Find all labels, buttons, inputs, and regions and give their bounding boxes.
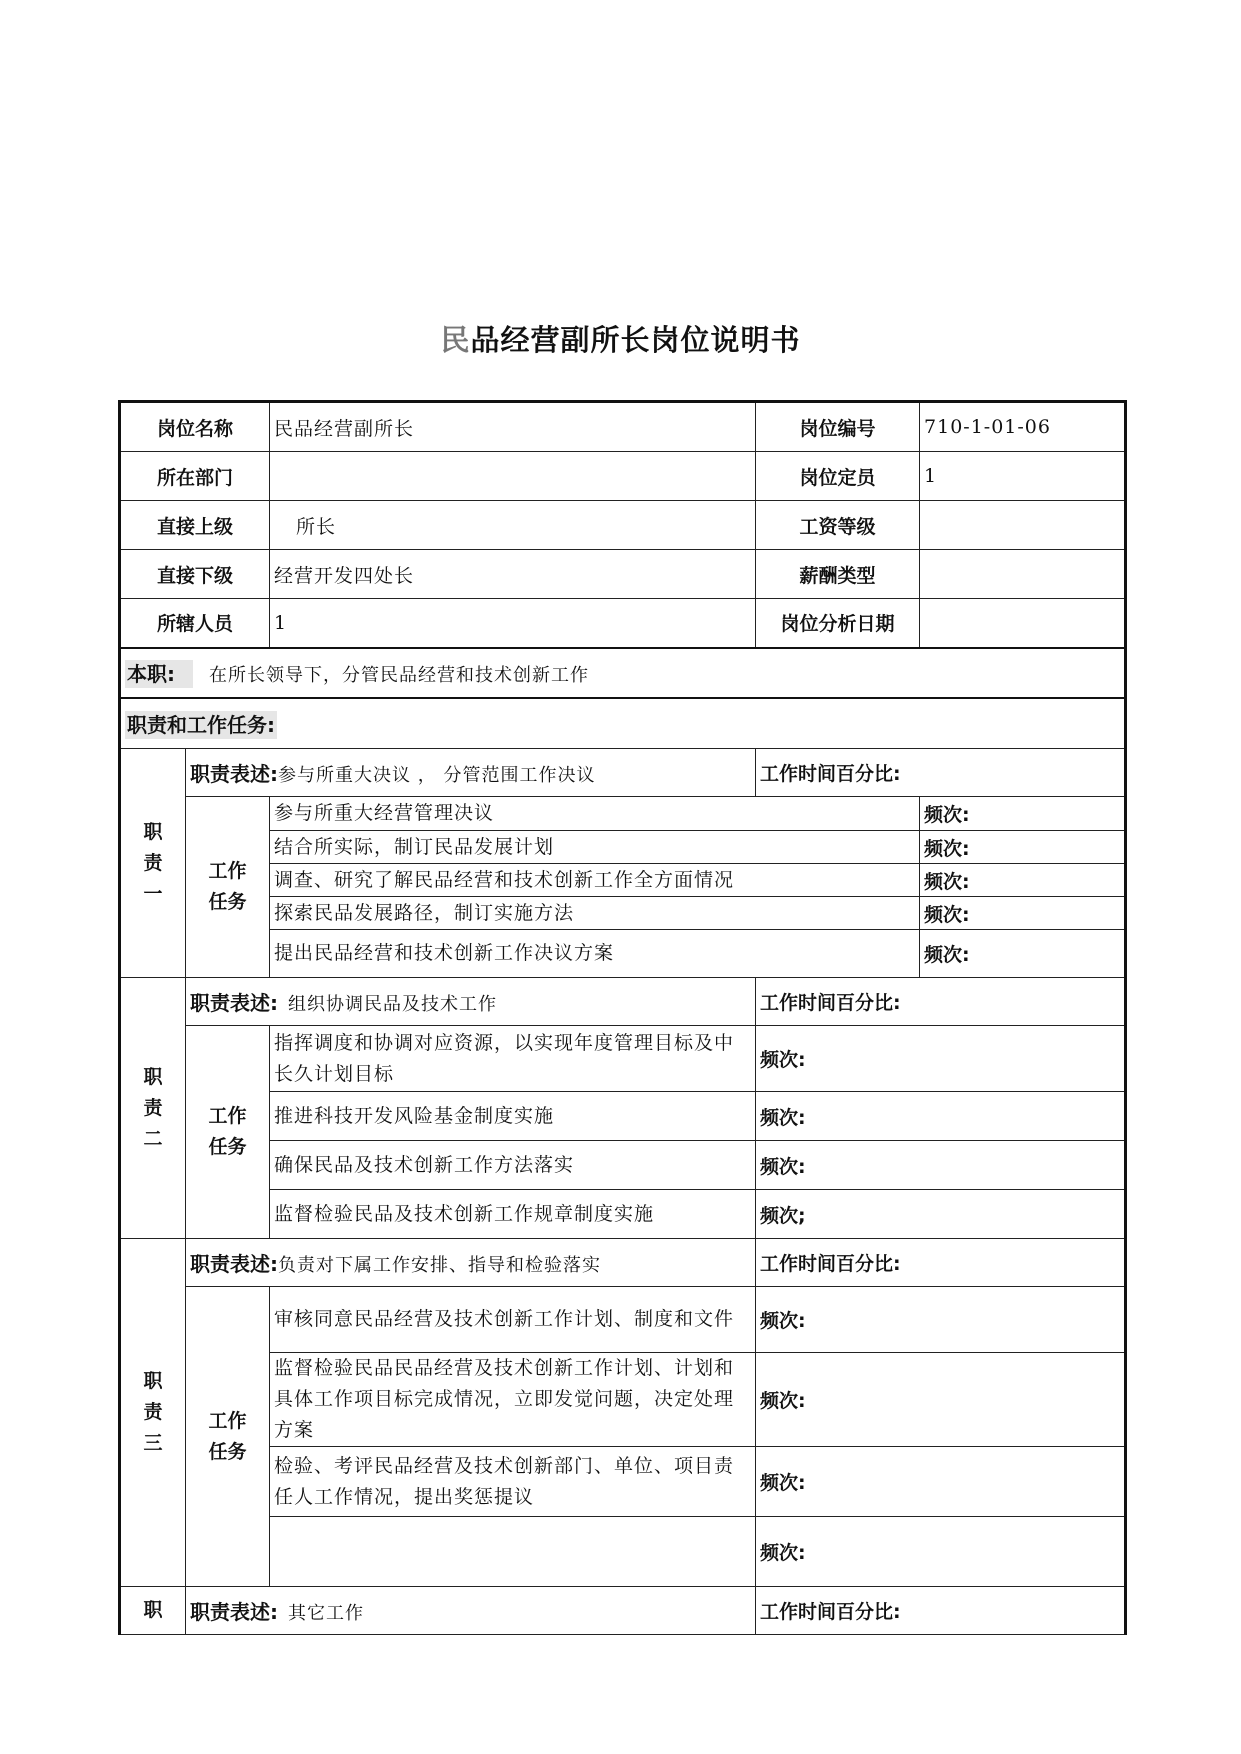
task-text: 探索民品发展路径，制订实施方法 [270,897,920,930]
task-freq: 频次: [920,864,1126,897]
duty-3-task-label [186,1287,270,1587]
dept-label: 所在部门 [120,452,270,501]
task-row [120,1190,1126,1239]
subordinate-label: 直接下级 [120,550,270,599]
info-row [120,550,1126,599]
duty-desc-row [120,978,1126,1026]
superior-label: 直接上级 [120,501,270,550]
task-label-line: 工作 [208,1409,247,1432]
duty-name-char: 职 [143,1599,163,1621]
duty-1-time-label: 工作时间百分比: [756,749,1126,797]
duty-name-char: 职 [143,1065,163,1088]
task-row [120,864,1126,897]
desc-label: 职责表述: [190,991,278,1015]
task-freq: 频次: [920,831,1126,864]
task-text: 指挥调度和协调对应资源，以实现年度管理目标及中长久计划目标 [270,1026,756,1092]
duty-2-time-label: 工作时间百分比: [756,978,1126,1026]
desc-value: 其它工作 [288,1603,364,1624]
task-text [270,1517,756,1587]
task-freq: 频次; [756,1190,1126,1239]
task-row [120,1353,1126,1447]
duty-summary [120,648,1126,698]
task-row [120,831,1126,864]
salary-grade-label: 工资等级 [756,501,920,550]
task-label-line: 任务 [208,891,247,913]
task-row [120,1517,1126,1587]
duty-4-desc [186,1587,756,1635]
headcount-value: 1 [920,452,1126,501]
task-label-line: 任务 [208,1136,247,1158]
page-title [0,318,1241,359]
superior-value: 所长 [270,501,756,550]
info-row [120,501,1126,550]
duty-4-name [120,1587,186,1635]
task-text: 结合所实际，制订民品发展计划 [270,831,920,864]
duty-name-char: 职 [143,1370,163,1392]
duty-summary-value: 在所长领导下，分管民品经营和技术创新工作 [209,665,590,686]
duty-name-char: 三 [143,1432,163,1454]
duty-1-task-label [186,797,270,978]
analysis-date-value [920,599,1126,648]
staff-value: 1 [270,599,756,648]
salary-grade-value [920,501,1126,550]
desc-label: 职责表述: [190,762,278,786]
task-row [120,897,1126,930]
duty-summary-row [120,648,1126,698]
duties-header [120,698,1126,749]
dept-value [270,452,756,501]
job-description-table [118,400,1127,1635]
headcount-label: 岗位定员 [756,452,920,501]
duty-desc-row [120,1239,1126,1287]
duty-1-desc [186,749,756,797]
duty-name-char: 责 [143,851,163,874]
desc-value: 参与所重大决议 ， 分管范围工作决议 [278,765,596,786]
task-freq: 频次: [756,1287,1126,1353]
duty-summary-label: 本职: [125,660,193,688]
duty-name-char: 责 [143,1096,163,1119]
task-row [120,1141,1126,1190]
pay-type-value [920,550,1126,599]
task-freq: 频次: [920,897,1126,930]
task-freq: 频次: [920,797,1126,831]
duty-4-time-label: 工作时间百分比: [756,1587,1126,1635]
duty-1-name [120,749,186,978]
task-text: 审核同意民品经营及技术创新工作计划、制度和文件 [270,1287,756,1353]
duty-3-desc [186,1239,756,1287]
task-row [120,930,1126,978]
task-text: 调查、研究了解民品经营和技术创新工作全方面情况 [270,864,920,897]
duty-name-char: 一 [143,882,163,905]
title-rest: 品经营副所长岗位说明书 [470,323,801,357]
duties-header-label: 职责和工作任务: [127,712,275,737]
analysis-date-label: 岗位分析日期 [756,599,920,648]
info-row [120,452,1126,501]
staff-label: 所辖人员 [120,599,270,648]
task-freq: 频次: [756,1092,1126,1141]
task-text: 监督检验民品及技术创新工作规章制度实施 [270,1190,756,1239]
task-text: 检验、考评民品经营及技术创新部门、单位、项目责任人工作情况，提出奖惩提议 [270,1447,756,1517]
task-label-line: 工作 [208,860,247,882]
pos-name-value: 民品经营副所长 [270,402,756,452]
duties-header-row [120,698,1126,749]
task-text: 提出民品经营和技术创新工作决议方案 [270,930,920,978]
task-freq: 频次: [756,1141,1126,1190]
desc-label: 职责表述: [190,1252,278,1276]
task-row [120,1092,1126,1141]
task-text: 推进科技开发风险基金制度实施 [270,1092,756,1141]
task-label-line: 任务 [208,1440,247,1463]
pos-no-label: 岗位编号 [756,402,920,452]
duty-name-char: 职 [143,820,163,843]
title-first-char: 民 [440,323,471,357]
task-label-line: 工作 [208,1105,247,1127]
desc-label: 职责表述: [190,1600,278,1624]
duty-name-char: 责 [143,1401,163,1423]
task-freq: 频次: [756,1353,1126,1447]
pos-name-label: 岗位名称 [120,402,270,452]
pay-type-label: 薪酬类型 [756,550,920,599]
task-text: 监督检验民品民品经营及技术创新工作计划、计划和具体工作项目标完成情况，立即发觉问题，决定处理方案 [270,1353,756,1447]
task-row [120,1447,1126,1517]
task-row [120,797,1126,831]
desc-value: 组织协调民品及技术工作 [288,994,497,1015]
task-freq: 频次: [756,1517,1126,1587]
task-row [120,1026,1126,1092]
duty-3-time-label: 工作时间百分比: [756,1239,1126,1287]
info-row [120,402,1126,452]
desc-value: 负责对下属工作安排、指导和检验落实 [278,1255,601,1276]
duty-2-name [120,978,186,1239]
task-text: 参与所重大经营管理决议 [270,797,920,831]
task-row [120,1287,1126,1353]
task-freq: 频次: [920,930,1126,978]
pos-no-value: 710-1-01-06 [920,402,1126,452]
task-text: 确保民品及技术创新工作方法落实 [270,1141,756,1190]
info-row [120,599,1126,648]
duty-desc-row [120,1587,1126,1635]
duty-2-task-label [186,1026,270,1239]
duty-name-char: 二 [143,1127,163,1150]
duty-2-desc [186,978,756,1026]
subordinate-value: 经营开发四处长 [270,550,756,599]
duty-3-name [120,1239,186,1587]
duty-desc-row [120,749,1126,797]
task-freq: 频次: [756,1447,1126,1517]
task-freq: 频次: [756,1026,1126,1092]
